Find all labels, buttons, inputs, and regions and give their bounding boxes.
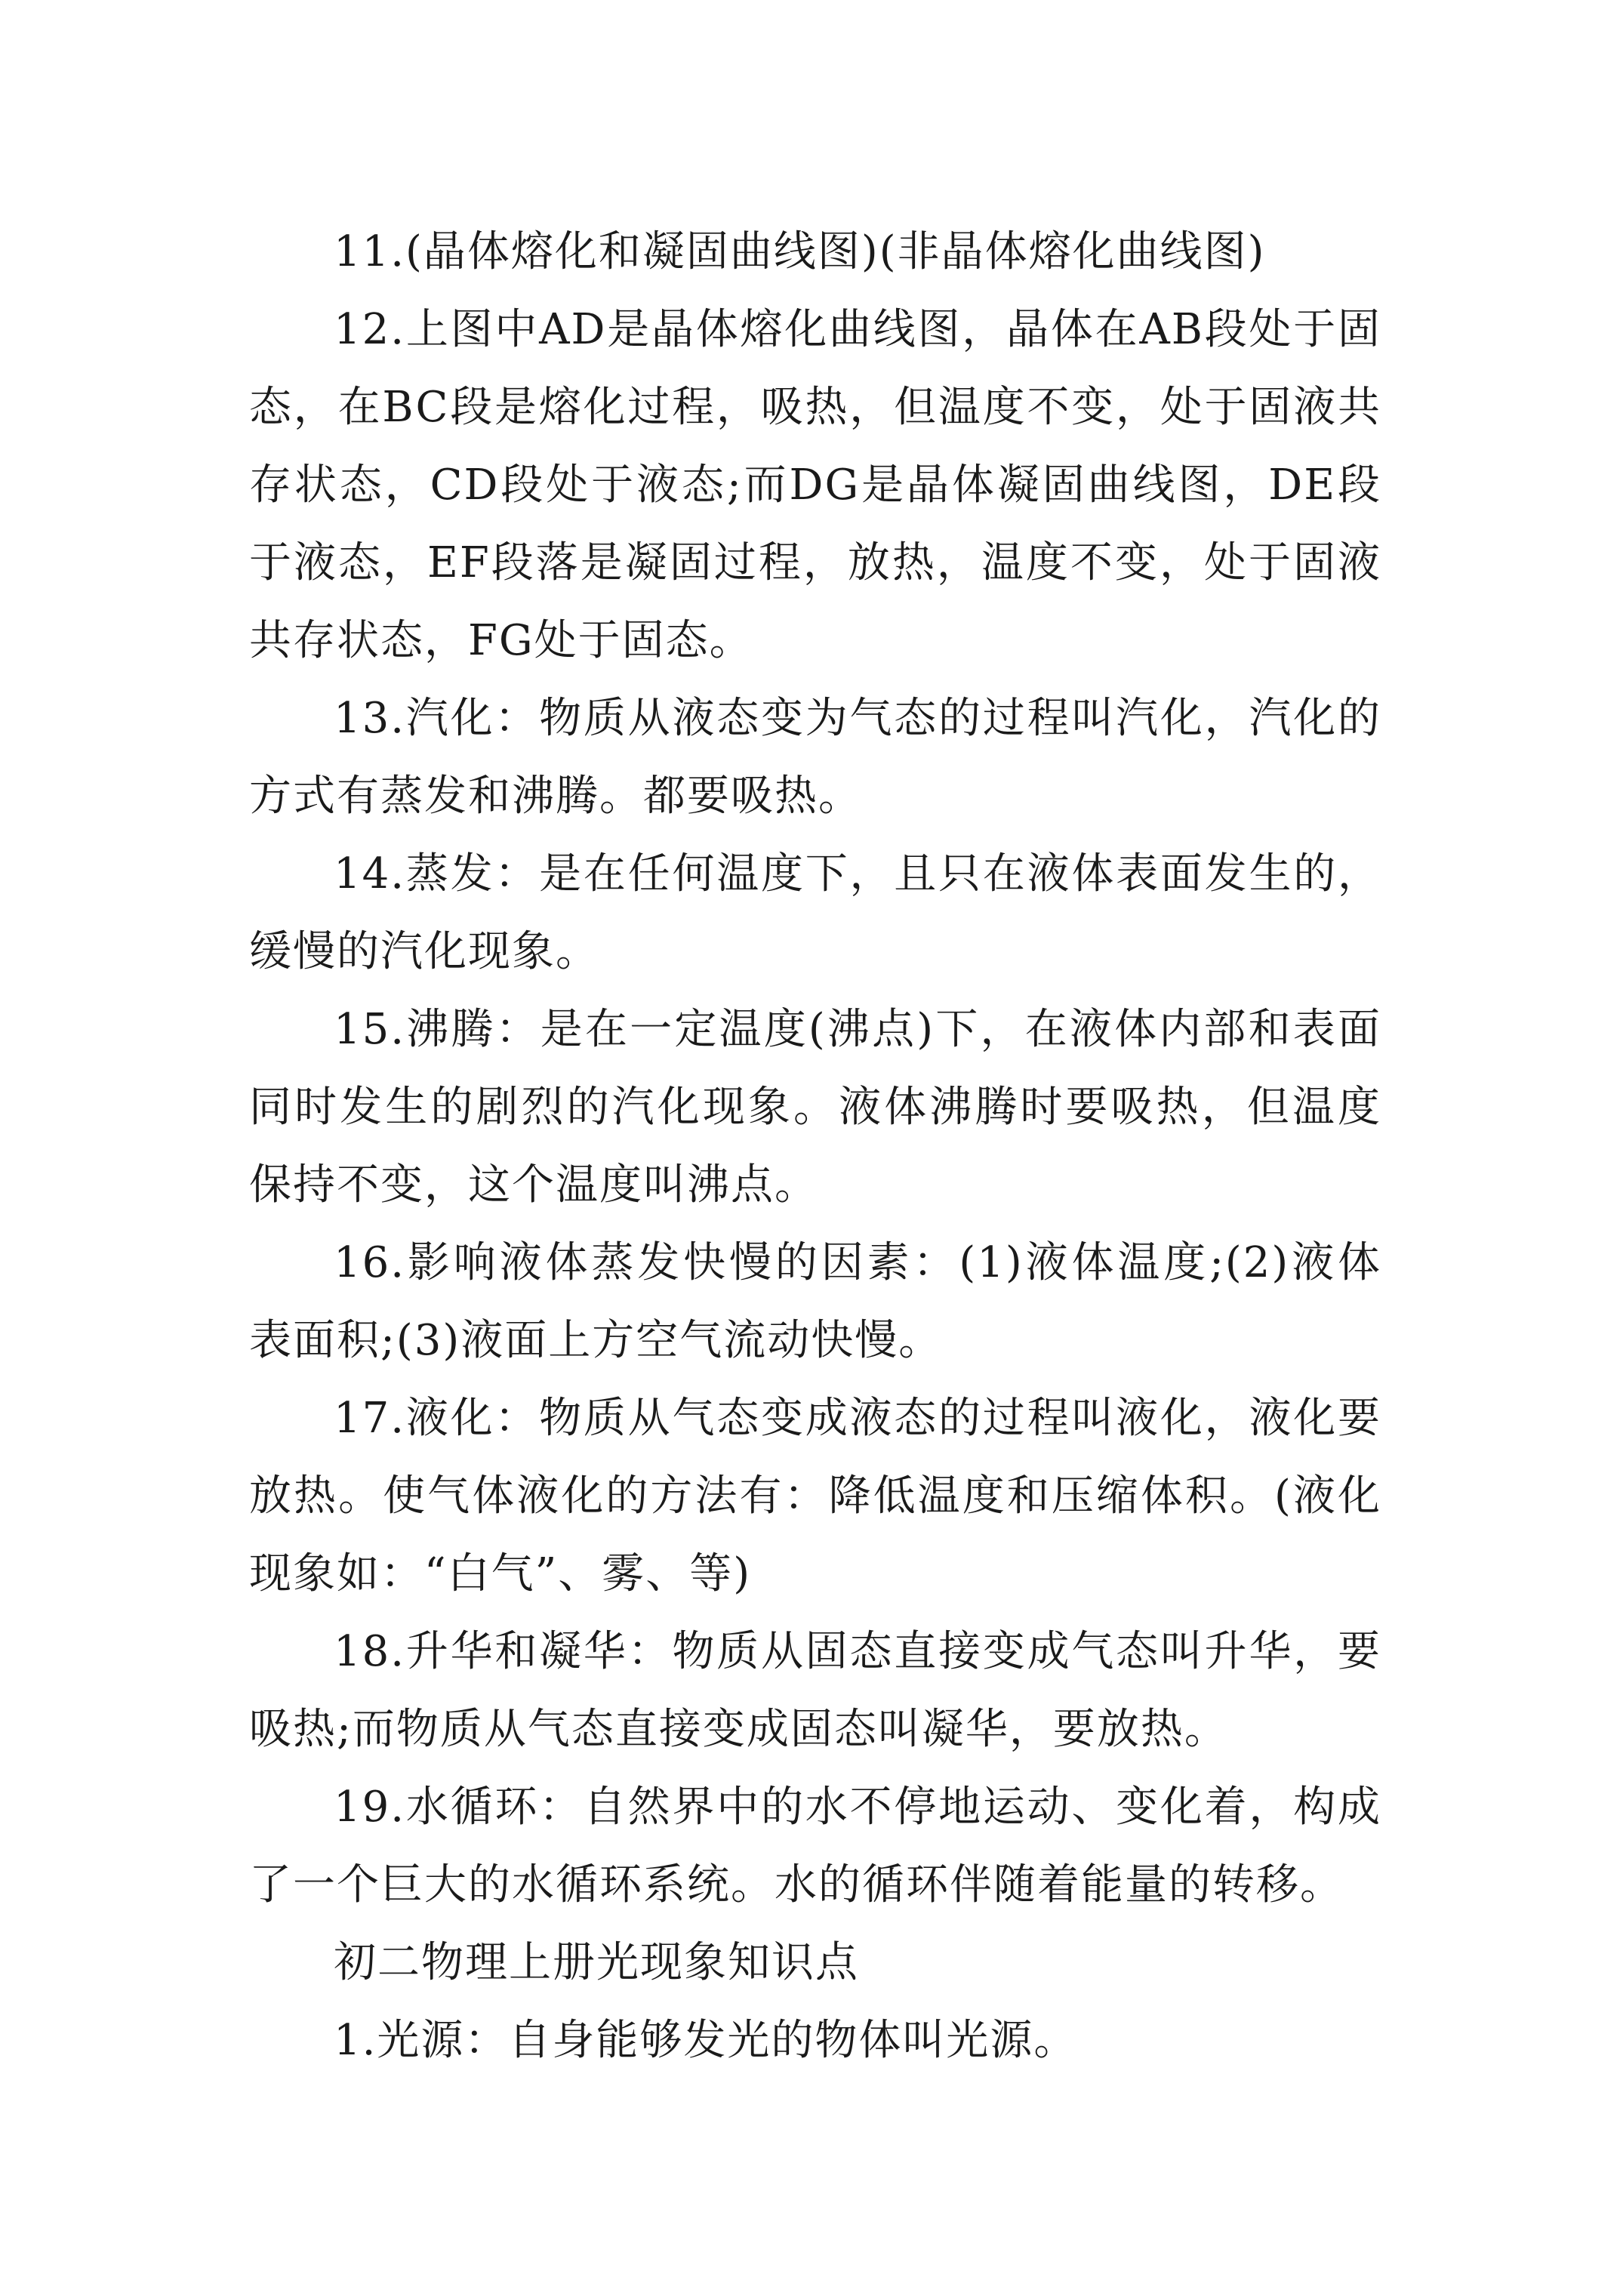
paragraph-item-12: 12.上图中AD是晶体熔化曲线图，晶体在AB段处于固态，在BC段是熔化过程，吸热，但温度不变，处于固液共存状态，CD段处于液态;而DG是晶体凝固曲线图，DE段于液态，EF段落是凝固过程，放热，温度不变，处于固液共存状态，FG处于固态。 <box>249 305 1381 665</box>
paragraph-item-19: 19.水循环：自然界中的水不停地运动、变化着，构成了一个巨大的水循环系统。水的循环伴随着能量的转移。 <box>249 1783 1381 1909</box>
paragraph-item-11: 11.(晶体熔化和凝固曲线图)(非晶体熔化曲线图) <box>334 227 1266 276</box>
paragraph-item-1: 1.光源：自身能够发光的物体叫光源。 <box>334 2016 1078 2065</box>
paragraph-item-17: 17.液化：物质从气态变成液态的过程叫液化，液化要放热。使气体液化的方法有：降低温度和压缩体积。(液化现象如：“白气”、雾、等) <box>249 1394 1381 1598</box>
paragraph-item-13: 13.汽化：物质从液态变为气态的过程叫汽化，汽化的方式有蒸发和沸腾。都要吸热。 <box>249 694 1381 821</box>
paragraph-item-18: 18.升华和凝华：物质从固态直接变成气态叫升华，要吸热;而物质从气态直接变成固态叫凝华，要放热。 <box>249 1627 1381 1754</box>
paragraph-item-15: 15.沸腾：是在一定温度(沸点)下，在液体内部和表面同时发生的剧烈的汽化现象。液体沸腾时要吸热，但温度保持不变，这个温度叫沸点。 <box>249 1005 1381 1210</box>
document-body <box>249 213 1381 2079</box>
section-heading: 初二物理上册光现象知识点 <box>334 1938 859 1987</box>
paragraph-item-14: 14.蒸发：是在任何温度下，且只在液体表面发生的，缓慢的汽化现象。 <box>249 849 1381 976</box>
paragraph-item-16: 16.影响液体蒸发快慢的因素：(1)液体温度;(2)液体表面积;(3)液面上方空气流动快慢。 <box>249 1238 1381 1365</box>
